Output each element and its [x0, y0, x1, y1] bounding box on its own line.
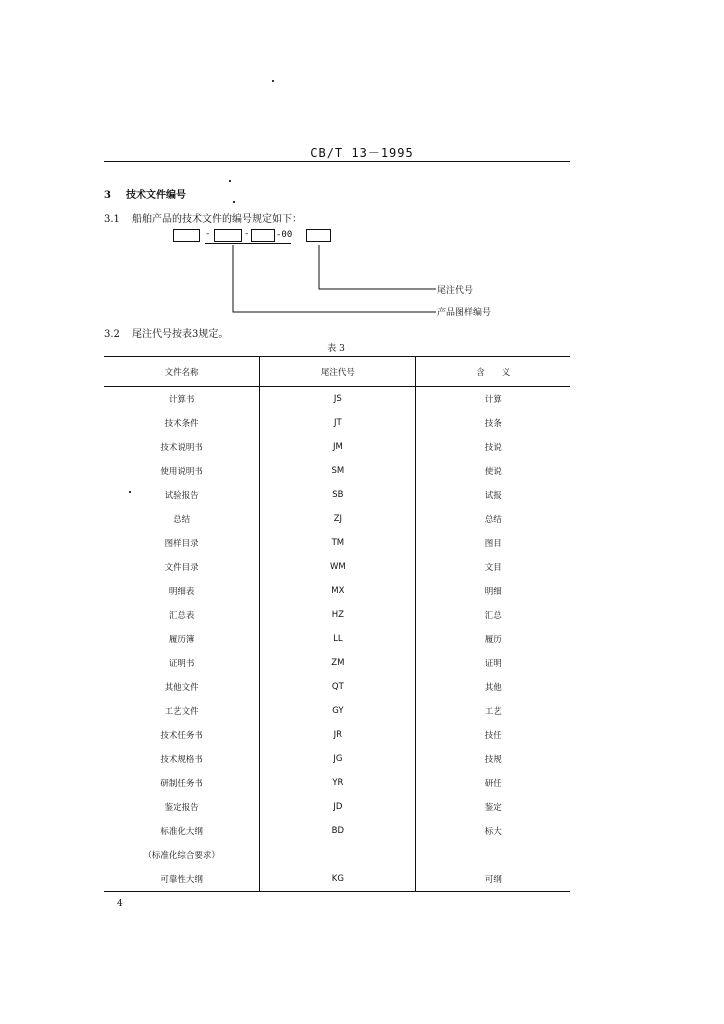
section-3-number: 3: [104, 190, 111, 201]
table-row: [104, 555, 570, 579]
cell-suffix-code: SB: [260, 483, 416, 507]
cell-suffix-code: JT: [260, 411, 416, 435]
cell-meaning: 技任: [484, 731, 502, 741]
cell-suffix-code: MX: [260, 579, 416, 603]
table-row: [104, 627, 570, 651]
cell-suffix-code: YR: [260, 771, 416, 795]
cell-file-name: 明细表: [104, 579, 260, 603]
scan-speck: [229, 180, 231, 182]
table-row: [104, 795, 570, 819]
cell-file-name: 总结: [104, 507, 260, 531]
code-separator-2: -: [244, 229, 250, 239]
cell-file-name: 汇总表: [104, 603, 260, 627]
table-header-row: [104, 357, 570, 387]
cell-suffix-code: HZ: [260, 603, 416, 627]
cell-file-name: 可靠性大纲: [104, 867, 260, 892]
header-suffix-code: 尾注代号: [260, 357, 416, 387]
table-row: [104, 435, 570, 459]
table-row: [104, 819, 570, 843]
cell-suffix-code: ZM: [260, 651, 416, 675]
leader-suffix: [319, 245, 436, 289]
cell-file-name: 技术说明书: [104, 435, 260, 459]
table-row: [104, 699, 570, 723]
label-drawing-number: 产品图样编号: [437, 308, 492, 318]
cell-file-name: 技术规格书: [104, 747, 260, 771]
cell-suffix-code: QT: [260, 675, 416, 699]
cell-file-name: 文件目录: [104, 555, 260, 579]
table-row: [104, 459, 570, 483]
table-row: [104, 723, 570, 747]
scan-speck: [129, 491, 131, 493]
code-separator-1: -: [205, 229, 211, 239]
standard-code: CB/T 13－1995: [310, 146, 414, 160]
cell-file-name: 技术条件: [104, 411, 260, 435]
table-row: [104, 771, 570, 795]
cell-meaning: 明细: [484, 587, 502, 597]
cell-meaning: 履历: [484, 635, 502, 645]
cell-meaning: 文目: [484, 563, 502, 573]
cell-file-name: 试验报告: [104, 483, 260, 507]
cell-suffix-code: [260, 843, 416, 867]
cell-file-name: 使用说明书: [104, 459, 260, 483]
cell-suffix-code: TM: [260, 531, 416, 555]
cell-suffix-code: JG: [260, 747, 416, 771]
cell-suffix-code: JS: [260, 387, 416, 412]
cell-meaning: 技说: [484, 443, 502, 453]
cell-meaning: 其他: [484, 683, 502, 693]
cell-suffix-code: GY: [260, 699, 416, 723]
table-row: [104, 387, 570, 412]
leader-drawing: [233, 245, 436, 312]
cell-suffix-code: LL: [260, 627, 416, 651]
header-meaning: 含 义: [416, 357, 570, 387]
code-leader-lines: [0, 0, 724, 330]
cell-meaning: 技条: [484, 419, 502, 429]
cell-suffix-code: SM: [260, 459, 416, 483]
cell-suffix-code: ZJ: [260, 507, 416, 531]
cell-suffix-code: JR: [260, 723, 416, 747]
clause-3-1-text: 船舶产品的技术文件的编号规定如下：: [132, 214, 302, 225]
table-row: [104, 867, 570, 892]
clause-3-2: [104, 325, 228, 340]
code-suffix: -00: [276, 230, 293, 240]
section-3-title: 技术文件编号: [126, 190, 186, 201]
cell-meaning: 鉴定: [484, 803, 502, 813]
scan-speck: [233, 201, 235, 203]
cell-file-name: （标准化综合要求）: [104, 843, 260, 867]
cell-suffix-code: JM: [260, 435, 416, 459]
cell-file-name: 技术任务书: [104, 723, 260, 747]
cell-meaning: 图目: [484, 539, 502, 549]
cell-file-name: 研制任务书: [104, 771, 260, 795]
clause-3-2-number: 3.2: [104, 329, 120, 340]
scan-speck: [272, 80, 274, 82]
table-row: [104, 747, 570, 771]
table-row: [104, 651, 570, 675]
cell-file-name: 图样目录: [104, 531, 260, 555]
table-row: [104, 411, 570, 435]
table-row: [104, 507, 570, 531]
cell-meaning: 标大: [484, 827, 502, 837]
cell-file-name: 工艺文件: [104, 699, 260, 723]
cell-file-name: 计算书: [104, 387, 260, 412]
table-row: [104, 843, 570, 867]
cell-meaning: 使说: [484, 467, 502, 477]
cell-meaning: 技规: [484, 755, 502, 765]
cell-file-name: 其他文件: [104, 675, 260, 699]
cell-meaning: 工艺: [484, 707, 502, 717]
cell-meaning: 计算: [484, 395, 502, 405]
cell-file-name: 证明书: [104, 651, 260, 675]
cell-meaning: 汇总: [484, 611, 502, 621]
table-row: [104, 531, 570, 555]
cell-file-name: 鉴定报告: [104, 795, 260, 819]
cell-file-name: 标准化大纲: [104, 819, 260, 843]
clause-3-1-number: 3.1: [104, 214, 120, 225]
label-suffix-code: 尾注代号: [437, 286, 474, 296]
cell-meaning: 可纲: [416, 867, 570, 892]
cell-suffix-code: WM: [260, 555, 416, 579]
page-number: 4: [117, 899, 123, 909]
cell-meaning: 总结: [484, 515, 502, 525]
header-file-name: 文件名称: [104, 357, 260, 387]
table-row: [104, 483, 570, 507]
table-row: [104, 675, 570, 699]
table-row: [104, 603, 570, 627]
cell-suffix-code: KG: [260, 867, 416, 892]
cell-suffix-code: JD: [260, 795, 416, 819]
cell-suffix-code: BD: [260, 819, 416, 843]
cell-file-name: 履历簿: [104, 627, 260, 651]
table-row: [104, 579, 570, 603]
cell-meaning: 试报: [484, 491, 502, 501]
table-3: [104, 356, 570, 892]
cell-meaning: 研任: [484, 779, 502, 789]
table-caption: 表 3: [327, 344, 345, 354]
cell-meaning: 证明: [484, 659, 502, 669]
clause-3-2-text: 尾注代号按表3规定。: [132, 329, 229, 340]
cell-meaning: [416, 843, 570, 867]
